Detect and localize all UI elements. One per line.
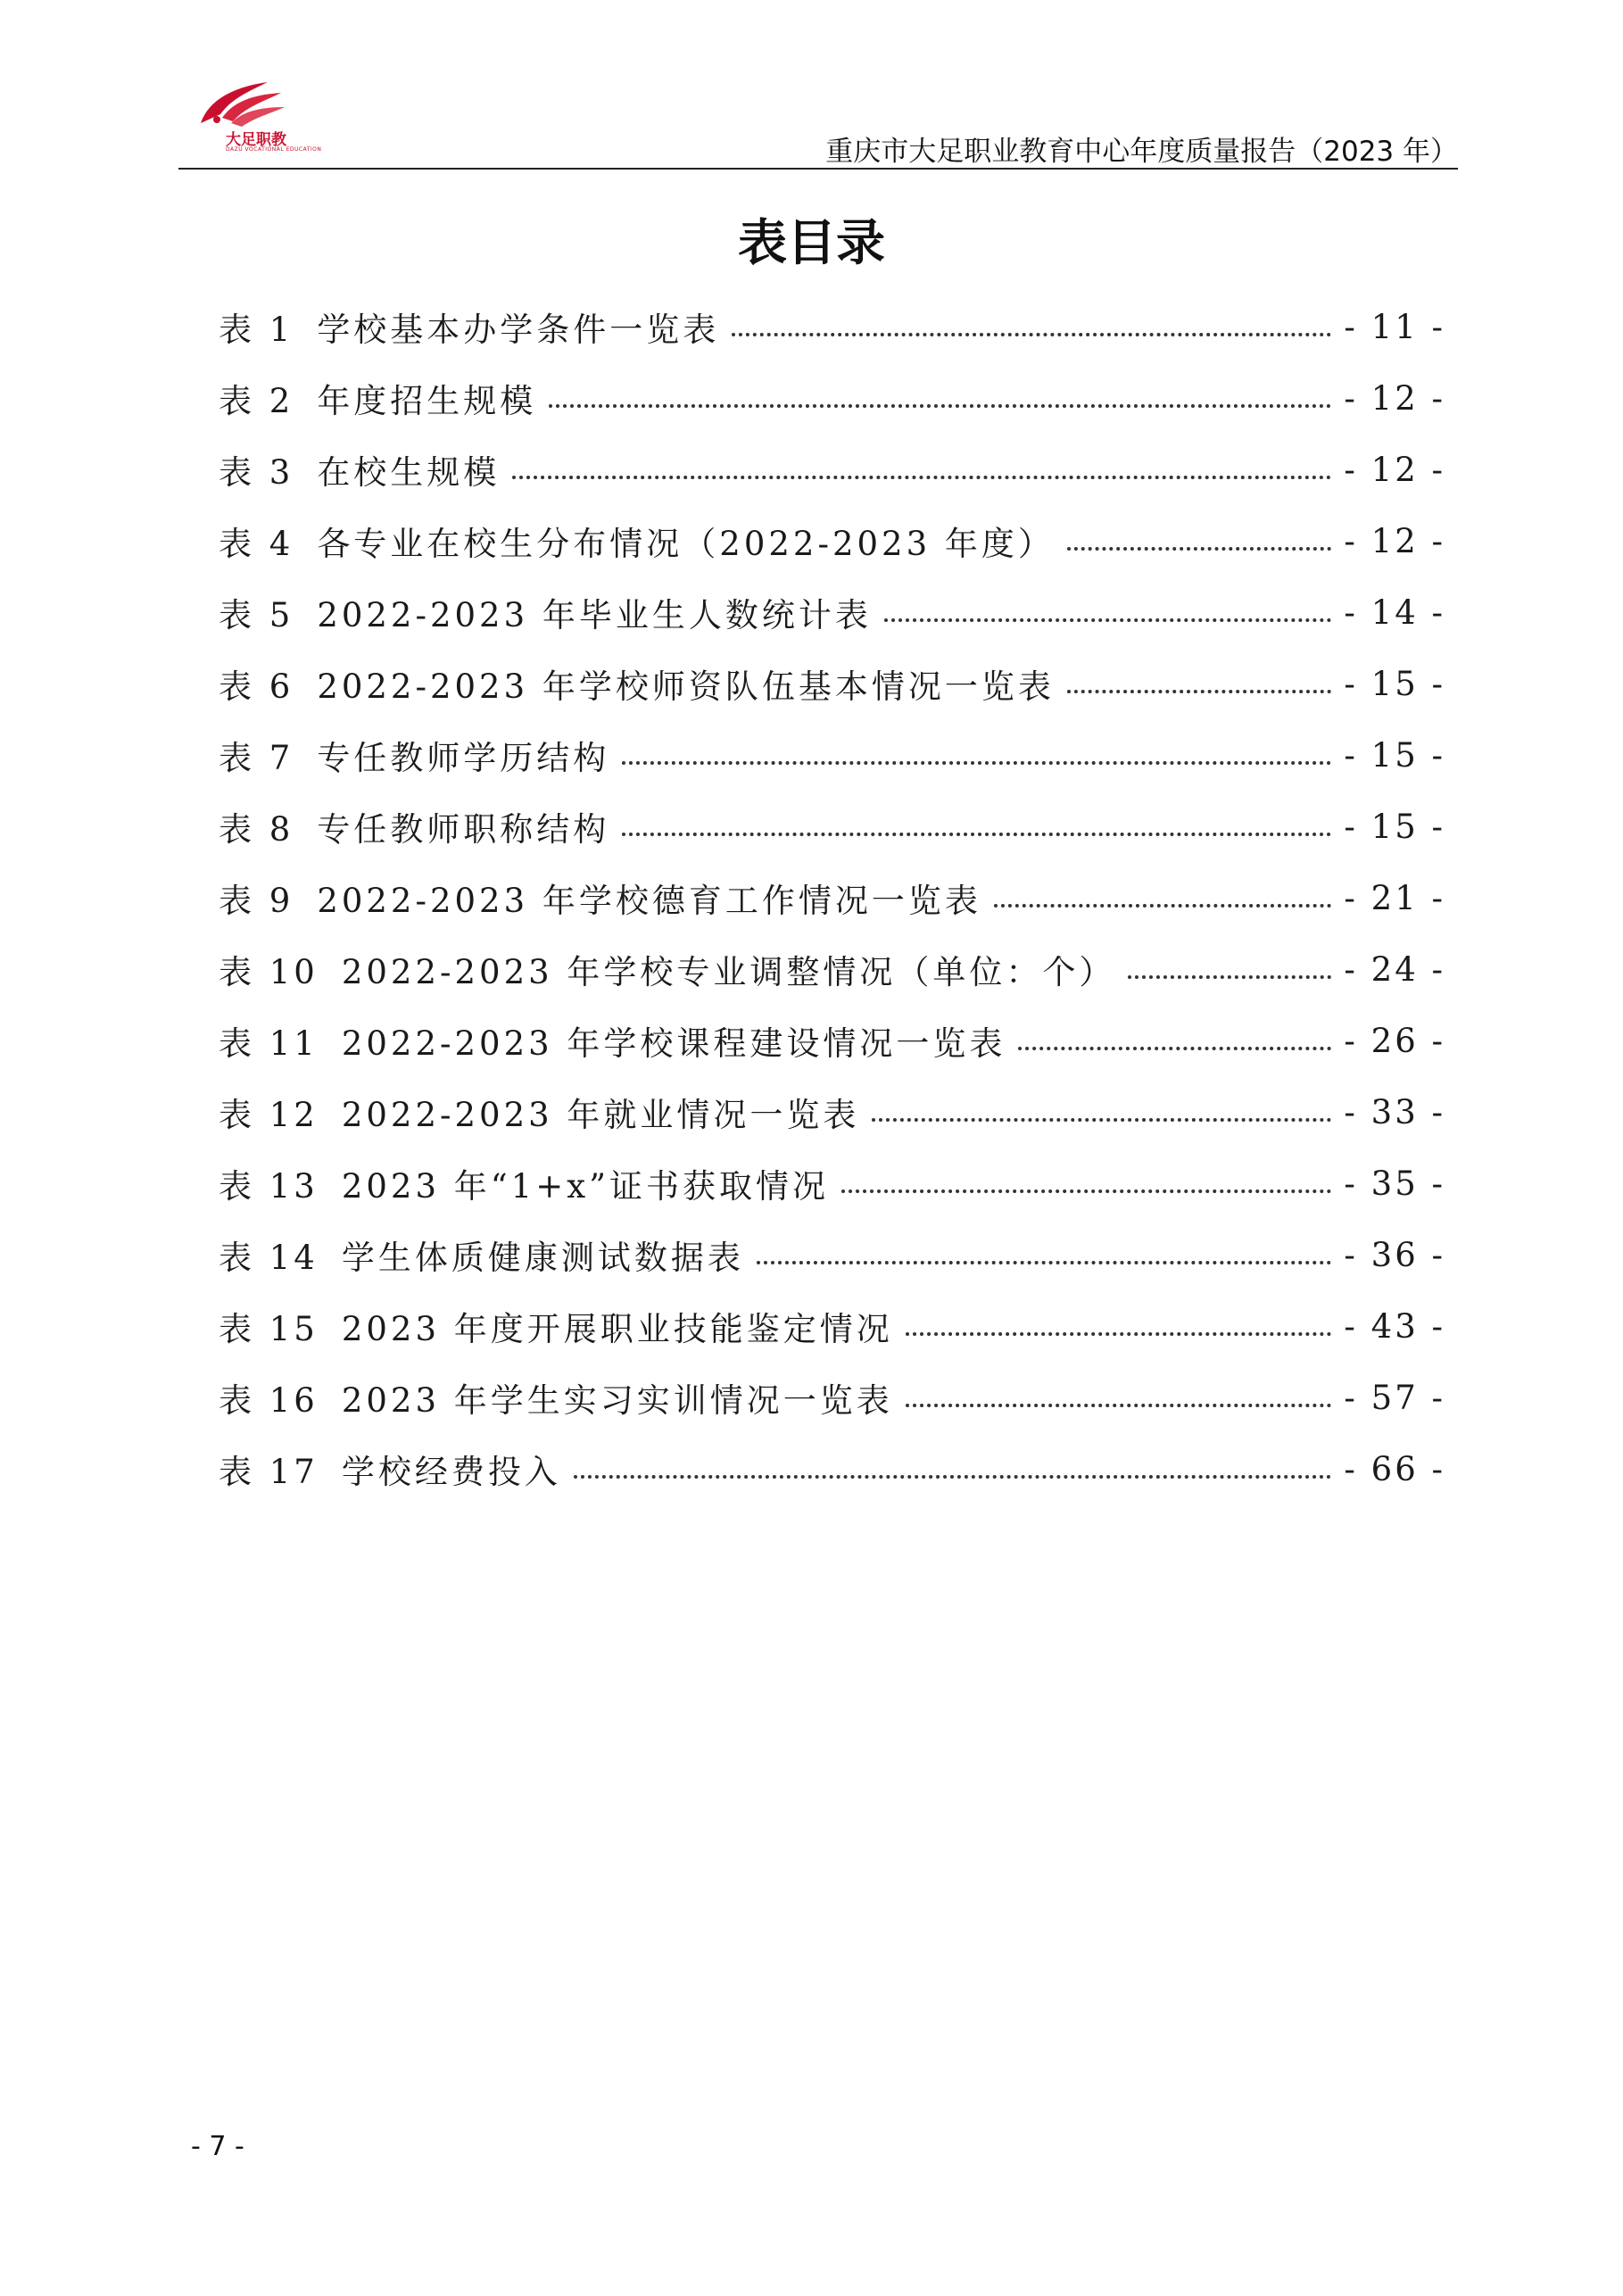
toc-table-title: 各专业在校生分布情况（2022-2023 年度） bbox=[317, 525, 1055, 563]
toc-page-number: - 36 - bbox=[1344, 1235, 1445, 1274]
toc-table-title: 专任教师职称结构 bbox=[317, 810, 610, 849]
toc-table-number: 表 13 bbox=[219, 1167, 319, 1206]
toc-table-number: 表 2 bbox=[219, 382, 294, 420]
toc-table-number: 表 6 bbox=[219, 667, 294, 706]
toc-entry[interactable] bbox=[219, 1148, 1445, 1219]
toc-entry[interactable] bbox=[219, 1076, 1445, 1148]
toc-table-title: 专任教师学历结构 bbox=[317, 739, 610, 777]
logo-text: 大足职教 bbox=[226, 131, 286, 149]
toc-page-number: - 12 - bbox=[1344, 450, 1445, 489]
toc-entry[interactable] bbox=[219, 576, 1445, 648]
toc-table-title: 学校经费投入 bbox=[341, 1453, 561, 1491]
toc-table-number: 表 3 bbox=[219, 453, 294, 492]
toc-entry[interactable] bbox=[219, 1433, 1445, 1504]
toc-page-number: - 24 - bbox=[1344, 949, 1445, 989]
toc-entry[interactable] bbox=[219, 1290, 1445, 1362]
toc-table-title: 2022-2023 年学校专业调整情况（单位：个） bbox=[341, 953, 1116, 991]
toc-page-number: - 57 - bbox=[1344, 1378, 1445, 1417]
toc-page-number: - 12 - bbox=[1344, 378, 1445, 418]
toc-page-number: - 15 - bbox=[1344, 664, 1445, 703]
toc-entry[interactable] bbox=[219, 862, 1445, 933]
toc-table-title: 2023 年学生实习实训情况一览表 bbox=[341, 1381, 893, 1420]
toc-entry[interactable] bbox=[219, 505, 1445, 576]
toc-entry[interactable] bbox=[219, 1219, 1445, 1290]
toc-entry[interactable] bbox=[219, 1005, 1445, 1076]
toc-table-number: 表 16 bbox=[219, 1381, 319, 1420]
toc-table-number: 表 17 bbox=[219, 1453, 319, 1491]
toc-entry[interactable] bbox=[219, 648, 1445, 719]
toc-table-number: 表 10 bbox=[219, 953, 319, 991]
toc-table-title: 在校生规模 bbox=[317, 453, 501, 492]
toc-table-number: 表 7 bbox=[219, 739, 294, 777]
toc-table-title: 2022-2023 年就业情况一览表 bbox=[341, 1096, 860, 1134]
toc-page-number: - 21 - bbox=[1344, 878, 1445, 917]
toc-table-number: 表 5 bbox=[219, 596, 294, 634]
toc-page-number: - 11 - bbox=[1344, 307, 1445, 346]
toc-entry[interactable] bbox=[219, 933, 1445, 1005]
toc-entry[interactable] bbox=[219, 791, 1445, 862]
toc-table-title: 2022-2023 年学校师资队伍基本情况一览表 bbox=[317, 667, 1055, 706]
toc-page-number: - 12 - bbox=[1344, 521, 1445, 560]
toc-dot-leader bbox=[906, 1371, 1332, 1407]
toc-dot-leader bbox=[622, 728, 1331, 765]
toc-page-number: - 33 - bbox=[1344, 1092, 1445, 1131]
toc-dot-leader bbox=[512, 443, 1331, 479]
toc-dot-leader bbox=[549, 371, 1331, 408]
toc-entry[interactable] bbox=[219, 1362, 1445, 1433]
toc-table-number: 表 1 bbox=[219, 311, 294, 349]
report-header-title: 重庆市大足职业教育中心年度质量报告（2023 年） bbox=[825, 136, 1458, 168]
toc-table-number: 表 8 bbox=[219, 810, 294, 849]
header-divider bbox=[178, 168, 1458, 170]
toc-dot-leader bbox=[1128, 942, 1331, 979]
toc-entry[interactable] bbox=[219, 362, 1445, 434]
toc-dot-leader bbox=[994, 871, 1331, 908]
toc-table-title: 2022-2023 年毕业生人数统计表 bbox=[317, 596, 872, 634]
toc-table-number: 表 15 bbox=[219, 1310, 319, 1348]
toc-table-number: 表 12 bbox=[219, 1096, 319, 1134]
toc-entry[interactable] bbox=[219, 719, 1445, 791]
toc-page-number: - 15 - bbox=[1344, 807, 1445, 846]
toc-page-number: - 26 - bbox=[1344, 1021, 1445, 1060]
toc-page-number: - 35 - bbox=[1344, 1164, 1445, 1203]
toc-table-title: 年度招生规模 bbox=[317, 382, 537, 420]
logo-subtext: DAZU VOCATIONAL EDUCATION bbox=[226, 146, 322, 153]
toc-table-number: 表 14 bbox=[219, 1239, 319, 1277]
toc-page-number: - 66 - bbox=[1344, 1449, 1445, 1488]
toc-table-title: 学生体质健康测试数据表 bbox=[341, 1239, 744, 1277]
toc-page-number: - 43 - bbox=[1344, 1306, 1445, 1346]
toc-dot-leader bbox=[1067, 657, 1331, 693]
toc-table-title: 学校基本办学条件一览表 bbox=[317, 311, 720, 349]
toc-dot-leader bbox=[732, 300, 1331, 336]
toc-page-number: - 14 - bbox=[1344, 593, 1445, 632]
toc-dot-leader bbox=[622, 800, 1331, 836]
table-of-contents bbox=[219, 291, 1445, 1504]
toc-dot-leader bbox=[906, 1299, 1332, 1336]
toc-dot-leader bbox=[574, 1442, 1332, 1479]
toc-table-title: 2023 年“1+x”证书获取情况 bbox=[341, 1167, 830, 1206]
toc-page-number: - 15 - bbox=[1344, 735, 1445, 775]
toc-table-title: 2022-2023 年学校课程建设情况一览表 bbox=[341, 1024, 1006, 1063]
toc-dot-leader bbox=[1067, 514, 1331, 551]
page-title: 表目录 bbox=[737, 214, 885, 271]
toc-table-title: 2022-2023 年学校德育工作情况一览表 bbox=[317, 882, 981, 920]
page-number: - 7 - bbox=[191, 2131, 244, 2162]
toc-table-number: 表 9 bbox=[219, 882, 294, 920]
school-logo bbox=[192, 79, 322, 163]
toc-dot-leader bbox=[884, 585, 1331, 622]
toc-table-title: 2023 年度开展职业技能鉴定情况 bbox=[341, 1310, 893, 1348]
phoenix-icon bbox=[192, 79, 299, 132]
toc-dot-leader bbox=[841, 1156, 1331, 1193]
toc-dot-leader bbox=[757, 1228, 1332, 1264]
toc-table-number: 表 11 bbox=[219, 1024, 319, 1063]
toc-entry[interactable] bbox=[219, 434, 1445, 505]
toc-dot-leader bbox=[1018, 1014, 1331, 1050]
toc-entry[interactable] bbox=[219, 291, 1445, 362]
toc-table-number: 表 4 bbox=[219, 525, 294, 563]
toc-dot-leader bbox=[872, 1085, 1331, 1122]
